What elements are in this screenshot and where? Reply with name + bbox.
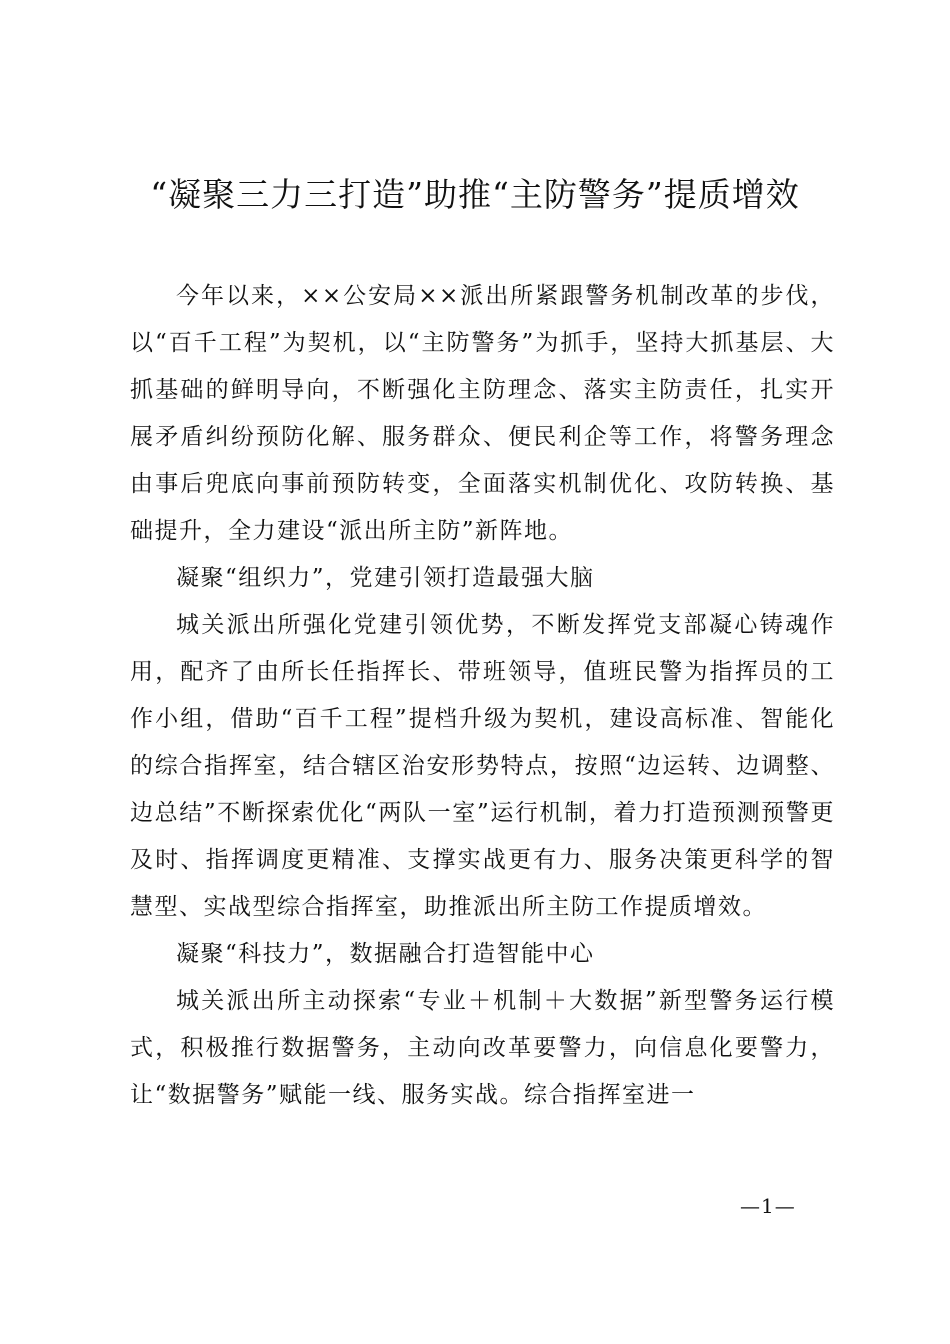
section-heading-organization: 凝聚“组织力”，党建引领打造最强大脑: [176, 565, 595, 591]
organization-paragraph: 城关派出所强化党建引领优势，不断发挥党支部凝心铸魂作用，配齐了由所长任指挥长、带班领导，值班民警为指挥员的工作小组，借助“百千工程”提档升级为契机，建设高标准、智能化的综合指挥室，结合辖区治安形势特点，按照“边运转、边调整、边总结”不断探索优化“两队一室”运行机制，着力打造预测预警更及时、指挥调度更精准、支撑实战更有力、服务决策更科学的智慧型、实战型综合指挥室，助推派出所主防工作提质增效。: [130, 612, 835, 920]
section-heading-technology: 凝聚“科技力”，数据融合打造智能中心: [176, 941, 595, 967]
page-number: —1—: [740, 1194, 796, 1218]
technology-paragraph: 城关派出所主动探索“专业＋机制＋大数据”新型警务运行模式，积极推行数据警务，主动向改革要警力，向信息化要警力，让“数据警务”赋能一线、服务实战。综合指挥室进一: [130, 988, 835, 1108]
intro-paragraph: 今年以来，××公安局××派出所紧跟警务机制改革的步伐，以“百千工程”为契机，以“主防警务”为抓手，坚持大抓基层、大抓基础的鲜明导向，不断强化主防理念、落实主防责任，扎实开展矛盾纠纷预防化解、服务群众、便民利企等工作，将警务理念由事后兜底向事前预防转变，全面落实机制优化、攻防转换、基础提升，全力建设“派出所主防”新阵地。: [130, 283, 835, 544]
document-body: [130, 273, 835, 1119]
document-title: “凝聚三力三打造”助推“主防警务”提质增效: [150, 175, 800, 214]
